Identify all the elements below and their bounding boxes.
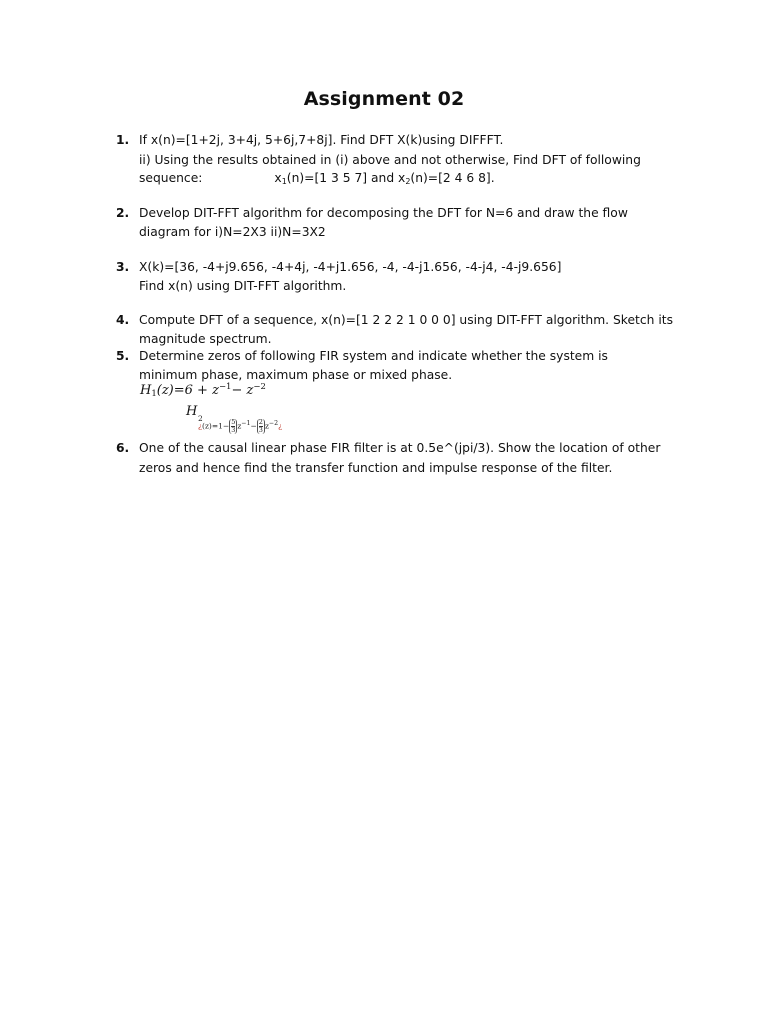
question-line: ii) Using the results obtained in (i) above and not otherwise, Find DFT of following [139, 152, 641, 167]
question-line: One of the causal linear phase FIR filter is at 0.5e^(jpi/3). Show the location of other [139, 441, 661, 455]
question-line: Compute DFT of a sequence, x(n)=[1 2 2 2 1 0 0 0] using DIT-FFT algorithm. Sketch its [139, 313, 673, 327]
page-title: Assignment 02 [303, 88, 465, 110]
question-line: zeros and hence find the transfer function and impulse response of the filter. [139, 460, 613, 475]
question-line: magnitude spectrum. [139, 331, 272, 346]
sequence-label: sequence: [139, 171, 203, 185]
equation-h2: 2 [198, 414, 203, 423]
question-line: Determine zeros of following FIR system and indicate whether the system is [139, 349, 608, 363]
question-body [139, 347, 699, 384]
question-line: minimum phase, maximum phase or mixed phase. [139, 367, 453, 382]
question-number: 3. [116, 260, 130, 274]
question-number: 4. [116, 313, 130, 327]
question-body [139, 258, 699, 295]
question-body [139, 131, 699, 188]
equation-h2-symbol: H [186, 404, 198, 419]
fraction: $\frac{5}{3}$ [231, 418, 236, 434]
question-number: 2. [116, 206, 130, 220]
equation-h2-body: ¿(z)=1− $\frac{5}{3}$ $z^{-1}-$ $\frac{2}{3}$ $z^{-2}¿$ [198, 418, 283, 434]
question-body [139, 204, 699, 241]
fraction: $\frac{2}{3}$ [258, 418, 263, 434]
equation-h1: $H_1(z)=6 + z^{-1}- z^{-2}$ [140, 382, 266, 399]
question-line: diagram for i)N=2X3 ii)N=3X2 [139, 224, 326, 239]
question-line: Find x(n) using DIT-FFT algorithm. [139, 278, 347, 293]
question-line: X(k)=[36, -4+j9.656, -4+4j, -4+j1.656, -4, -4-j1.656, -4-j4, -4-j9.656] [139, 260, 562, 274]
question-number: 6. [116, 441, 130, 455]
question-body [139, 439, 699, 477]
question-number: 1. [116, 133, 130, 147]
sequence-line: sequence: $x_1(n)=[1$ 3 5 7] and $x_2(n)=[2$ 4 6 8]. [139, 171, 495, 186]
question-number: 5. [116, 349, 130, 363]
question-line: Develop DIT-FFT algorithm for decomposing the DFT for N=6 and draw the flow [139, 206, 628, 220]
question-line: If x(n)=[1+2j, 3+4j, 5+6j,7+8j]. Find DFT X(k)using DIFFFT. [139, 133, 504, 147]
question-body [139, 311, 699, 348]
